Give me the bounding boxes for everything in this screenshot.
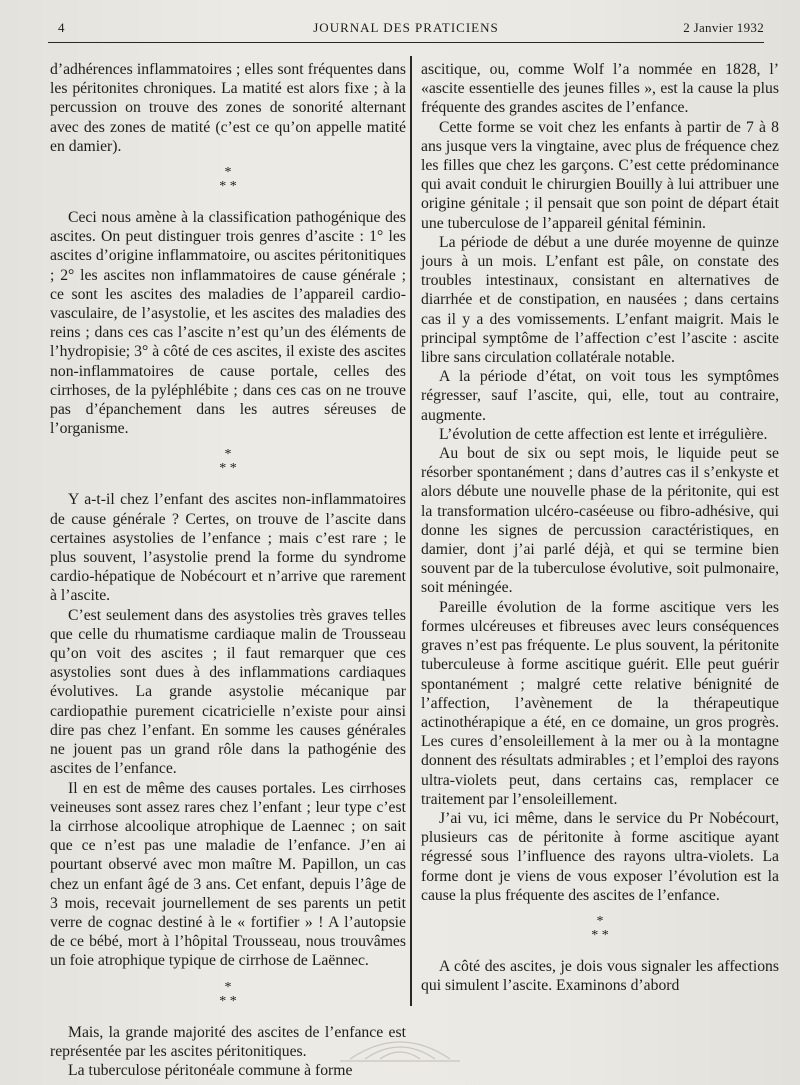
paragraph: A la période d’état, on voit tous les symptômes régresser, sauf l’ascite, qui, elle, tout au contraire, augmente. <box>421 368 779 424</box>
journal-title: JOURNAL DES PRATICIENS <box>313 20 499 35</box>
paragraph: La période de début a une durée moyenne de quinze jours à un mois. L’enfant est pâle, on constate des troubles intestinaux, consistant en alternatives de diarrhée et de constipation, en nausées ; dans certains cas il y a des vomissements. L’enfant maigrit. Mais le principal symptôme de l’affection c’est l’ascite : ascite libre sans circulation collatérale notable. <box>421 233 779 367</box>
decorative-ornament-icon <box>330 1025 470 1065</box>
paragraph: Mais, la grande majorité des ascites de l’enfance est représentée par les ascites péritonitiques. <box>50 1023 406 1060</box>
paragraph: Ceci nous amène à la classification pathogénique des ascites. On peut distinguer trois genres d’ascite : 1° les ascites d’origine inflammatoire, ou ascites péritonitiques ; 2° les ascites non inflammatoires de cause générale ; ce sont les ascites des maladies de l’appareil cardio-vasculaire, de l’asystolie, et les ascites des maladies des reins ; dans ces cas l’ascite n’est qu’un des éléments de l’hydropisie; 3° à côté de ces ascites, il existe des ascites non-inflammatoires de cause portale, celles des cirrhoses, de la pyléphlébite ; dans ces cas on ne trouve pas d’épanchement dans les autres séreuses de l’organisme. <box>50 209 406 438</box>
paragraph: Cette forme se voit chez les enfants à partir de 7 à 8 ans jusque vers la vingtaine, avec plus de fréquence chez les filles que chez les garçons. C’est cette prédominance qui avait conduit le chirurgien Bouilly à lui attribuer une origine génitale ; il pensait que son point de départ était une tuberculose de l’appareil génital féminin. <box>421 118 779 232</box>
paragraph: Y a-t-il chez l’enfant des ascites non-inflammatoires de cause générale ? Certes, on trouve de l’ascite dans certaines asystolies de l’enfance ; mais c’est rare ; le plus souvent, l’asystolie prend la forme du syndrome cardio-hépatique de Nobécourt et n’arrive que rarement à l’ascite. <box>50 491 406 605</box>
page-header <box>48 14 764 43</box>
issue-date: 2 Janvier 1932 <box>683 20 764 35</box>
paragraph: Pareille évolution de la forme ascitique vers les formes ulcéreuses et fibreuses avec leurs conséquences graves n’est pas fréquente. Le plus souvent, la péritonite tuberculeuse à forme ascitique guérit. Elle peut guérir spontanément ; malgré cette relative bénignité de l’affection, l’avènement de la thérapeutique actinothérapique a été, en ce domaine, un gros progrès. Les cures d’ensoleillement à la mer ou à la montagne donnent des résultats admirables ; et l’emploi des rayons ultra-violets peut, dans certains cas, remplacer ce traitement par l’ensoleillement. <box>421 598 779 808</box>
paragraph: A côté des ascites, je dois vous signaler les affections qui simulent l’ascite. Examinons d’abord <box>421 957 779 995</box>
paragraph: Il en est de même des causes portales. Les cirrhoses veineuses sont assez rares chez l’enfant ; leur type c’est la cirrhose alcoolique atrophique de Laennec ; on sait que ce n’est pas une maladie de l’enfance. J’en ai pourtant observé avec mon maître M. Papillon, un cas chez un enfant âgé de 3 ans. Cet enfant, depuis l’âge de 3 mois, recevait journellement de ses parents un petit verre de cognac destiné à le « fortifier » ! A l’autopsie de ce bébé, mort à l’hôpital Trousseau, nous trouvâmes un foie atrophique typique de cirrhose de Laënnec. <box>50 779 406 970</box>
paragraph: C’est seulement dans des asystolies très graves telles que celle du rhumatisme cardiaque malin de Trousseau qu’on voit des ascites ; il faut remarquer que ces asystolies sont dues à des inflammations cardiaques évolutives. La grande asystolie mécanique par cardiopathie purement cicatricielle n’existe pour ainsi dire pas chez l’enfant. En somme les causes générales ne jouent pas un grand rôle dans la pathogénie des ascites de l’enfance. <box>50 606 406 778</box>
section-separator: * * * <box>219 979 237 1009</box>
left-column <box>50 60 406 1080</box>
section-separator: * * * <box>219 447 237 477</box>
section-separator: * * * <box>219 165 237 195</box>
paragraph: d’adhérences inflammatoires ; elles sont fréquentes dans les péritonites chroniques. La matité est alors fixe ; à la percussion on trouve des zones de sonorité alternant avec des zones de matité (c’est ce qu’on appelle matité en damier). <box>50 61 406 155</box>
section-separator: * * * <box>591 913 609 943</box>
paragraph: Au bout de six ou sept mois, le liquide peut se résorber spontanément ; dans d’autres cas il s’enkyste et alors débute une nouvelle phase de la péritonite, qui est la transformation ulcéro-caséeuse ou fibro-adhésive, qui donne les signes de percussion caractéristiques, en damier, dont j’ai parlé déjà, et qui se termine bien souvent par de la tuberculose évolutive, soit pulmonaire, soit méningée. <box>421 445 779 597</box>
column-divider <box>410 56 412 1006</box>
paragraph: J’ai vu, ici même, dans le service du Pr Nobécourt, plusieurs cas de péritonite à forme ascitique ayant régressé sous l’influence des rayons ultra-violets. La forme dont je viens de vous exposer l’évolution est la cause la plus fréquente des ascites de l’enfance. <box>421 809 779 904</box>
paragraph: La tuberculose péritonéale commune à forme <box>68 1061 353 1079</box>
paragraph: L’évolution de cette affection est lente et irrégulière. <box>439 425 768 443</box>
right-column <box>421 60 779 995</box>
page-number: 4 <box>58 20 65 35</box>
paragraph: ascitique, ou, comme Wolf l’a nommée en 1828, l’ «ascite essentielle des jeunes filles », est la cause la plus fréquente des grandes ascites de l’enfance. <box>421 61 779 117</box>
